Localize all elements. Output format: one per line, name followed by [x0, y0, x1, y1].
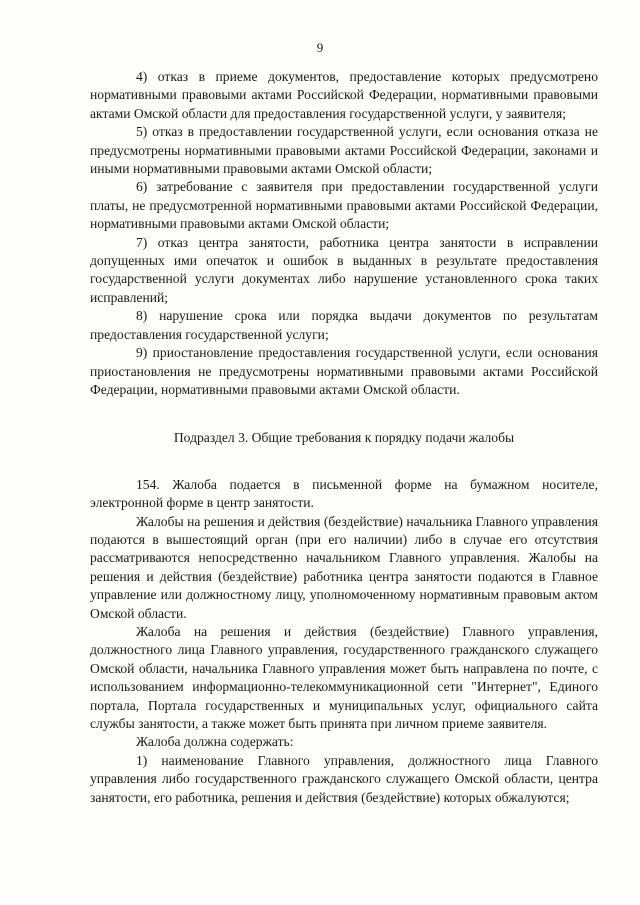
document-body [90, 68, 598, 807]
paragraph-complaint-contents: Жалоба должна содержать: [136, 734, 294, 750]
paragraph-item-1: 1) наименование Главного управления, должностного лица Главного управления либо государственного гражданского служащего Омской области, центра занятости, его работника, решения и действия (бездействие) которых обжалуются; [90, 752, 598, 805]
subsection-heading: Подраздел 3. Общие требования к порядку подачи жалобы [173, 430, 515, 446]
page-number: 9 [316, 40, 324, 55]
paragraph-payment-demand: 6) затребование с заявителя при предоставлении государственной услуги платы, не предусмотренной нормативными правовыми актами Российской Федерации, нормативными правовыми актами Омской области; [90, 179, 598, 232]
paragraph-complaint-channels: Жалоба на решения и действия (бездействие) Главного управления, должностного лица Главного управления, государственного гражданского служащего Омской области, начальника Главного управления может быть направлена по почте, с использованием информационно-телекоммуникационной сети "Интернет", Единого портала, Портала государственных и муниципальных услуг, официального сайта службы занятости, а также может быть принята при личном приеме заявителя. [90, 623, 598, 731]
paragraph-complaints-head: Жалобы на решения и действия (бездействие) начальника Главного управления подаются в вышестоящий орган (при его наличии) либо в случае его отсутствия рассматриваются непосредственно начальником Главного управления. Жалобы на решения и действия (бездействие) работника центра занятости подаются в Главное управление или должностному лицу, уполномоченному нормативным правовым актом Омской области. [90, 513, 598, 621]
paragraph-suspension: 9) приостановление предоставления государственной услуги, если основания приостановления не предусмотрены нормативными правовыми актами Российской Федерации, нормативными правовыми актами Омской области. [90, 345, 598, 397]
paragraph-refusal-service: 5) отказ в предоставлении государственной услуги, если основания отказа не предусмотрены нормативными правовыми актами Российской Федерации, законами и иными нормативными правовыми актами Омской области; [90, 124, 598, 177]
paragraph-correction-refusal: 7) отказ центра занятости, работника центра занятости в исправлении допущенных ими опечаток и ошибок в выданных в результате предоставления государственной услуги документах либо нарушение установленного срока таких исправлений; [90, 234, 598, 305]
paragraph-refusal-documents: 4) отказ в приеме документов, предоставление которых предусмотрено нормативными правовыми актами Российской Федерации, нормативными правовыми актами Омской области для предоставления государственной услуги, у заявителя; [90, 69, 598, 121]
paragraph-154: 154. Жалоба подается в письменной форме на бумажном носителе, электронной форме в центр занятости. [90, 476, 598, 511]
paragraph-deadline-violation: 8) нарушение срока или порядка выдачи документов по результатам предоставления государственной услуги; [90, 308, 598, 342]
